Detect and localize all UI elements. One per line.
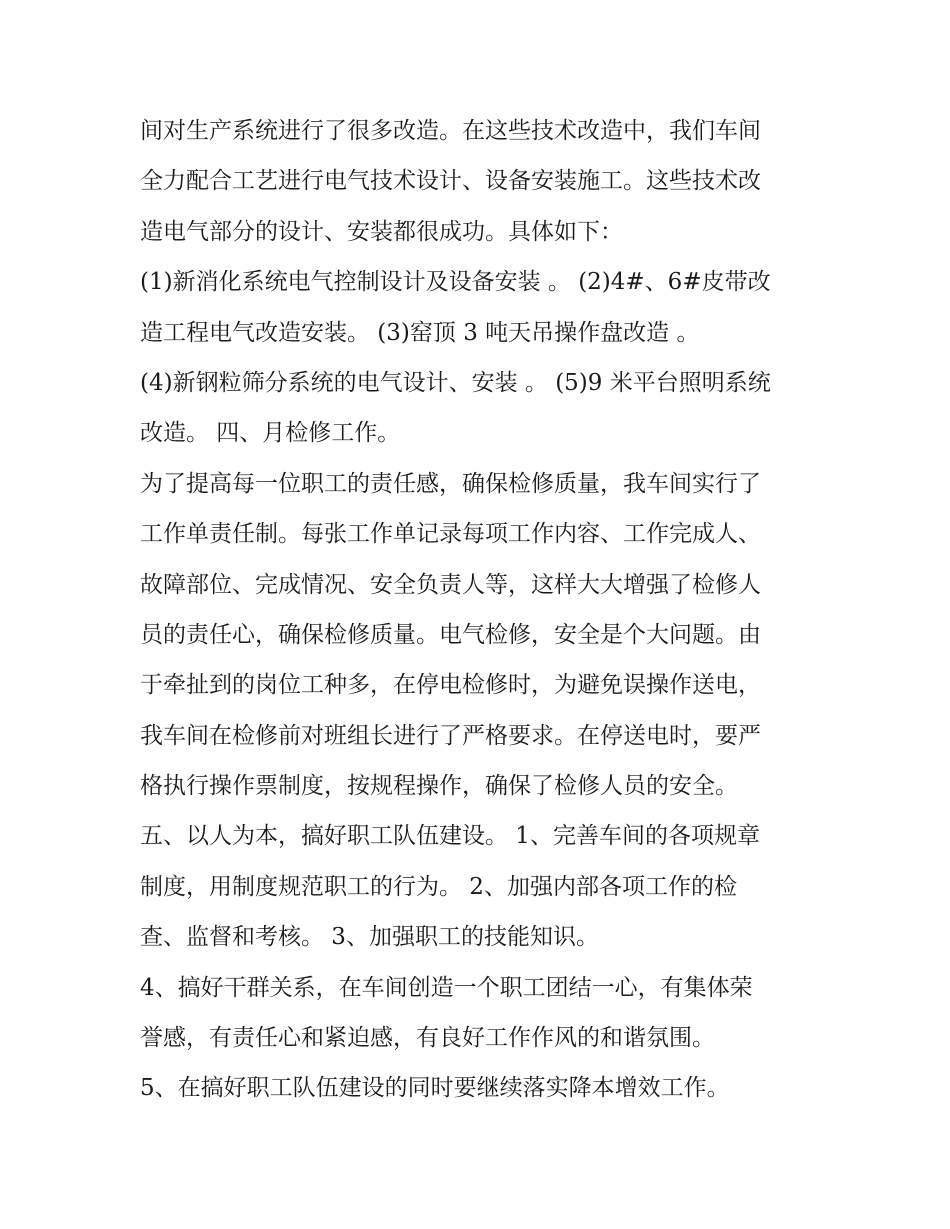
text-line: 员的责任心，确保检修质量。电气检修，安全是个大问题。由 — [140, 621, 761, 648]
body-text — [140, 106, 820, 1114]
text-line: 工作单责任制。每张工作单记录每项工作内容、工作完成人、 — [140, 521, 761, 548]
text-line: (1)新消化系统电气控制设计及设备安装 。 (2)4#、6#皮带改 — [140, 269, 771, 296]
text-line: 故障部位、完成情况、安全负责人等，这样大大增强了检修人 — [140, 571, 761, 598]
text-line: 五、以人为本，搞好职工队伍建设。 1、完善车间的各项规章 — [140, 823, 760, 850]
text-line: 查、监督和考核。 3、加强职工的技能知识。 — [140, 924, 599, 951]
text-line: 我车间在检修前对班组长进行了严格要求。在停送电时，要严 — [140, 722, 761, 749]
text-line: (4)新钢粒筛分系统的电气设计、安装 。 (5)9 米平台照明系统 — [140, 369, 771, 396]
text-line: 5、在搞好职工队伍建设的同时要继续落实降本增效工作。 — [140, 1075, 730, 1102]
text-line: 改造。 四、月检修工作。 — [140, 420, 401, 447]
text-line: 制度，用制度规范职工的行为。 2、加强内部各项工作的检 — [140, 873, 737, 900]
text-line: 间对生产系统进行了很多改造。在这些技术改造中，我们车间 — [140, 118, 761, 144]
text-line: 造工程电气改造安装。 (3)窑顶 3 吨天吊操作盘改造 。 — [140, 319, 700, 346]
text-line: 誉感，有责任心和紧迫感，有良好工作作风的和谐氛围。 — [140, 1025, 715, 1052]
text-line: 造电气部分的设计、安装都很成功。具体如下： — [140, 218, 623, 245]
text-line: 全力配合工艺进行电气技术设计、设备安装施工。这些技术改 — [140, 168, 761, 195]
text-line: 格执行操作票制度，按规程操作，确保了检修人员的安全。 — [140, 773, 738, 800]
text-line: 4、搞好干群关系，在车间创造一个职工团结一心，有集体荣 — [140, 974, 753, 1001]
text-line: 为了提高每一位职工的责任感，确保检修质量，我车间实行了 — [140, 470, 761, 497]
text-line: 于牵扯到的岗位工种多，在停电检修时，为避免误操作送电， — [140, 672, 761, 699]
